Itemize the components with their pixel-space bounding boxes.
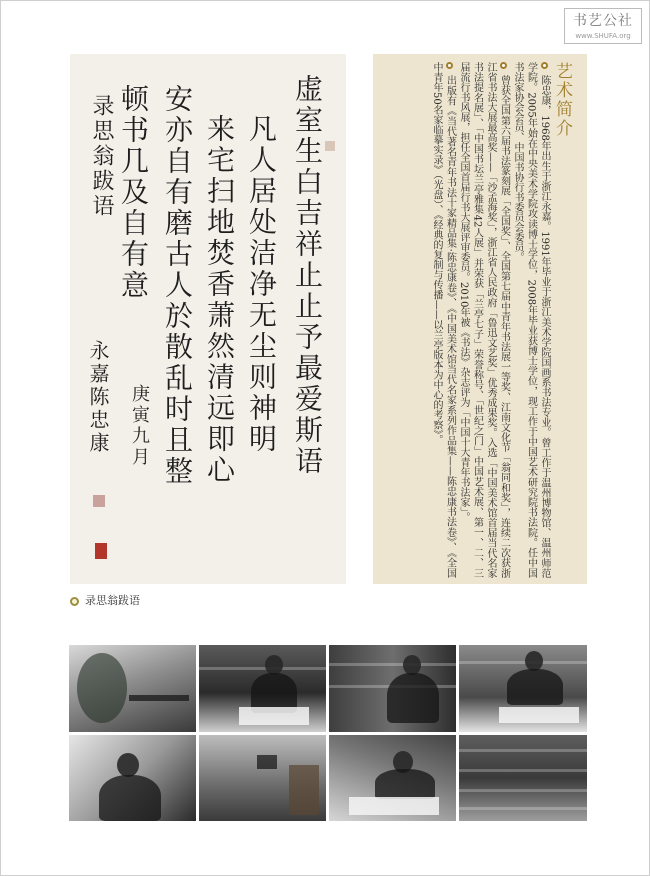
calligraphy-column-6: 录思翁跋语 — [89, 94, 114, 219]
calligraphy-column-1: 虚室生白吉祥止止予最爱斯语 — [291, 74, 324, 477]
paragraph-bullet-icon — [500, 62, 507, 69]
logo-name: 书艺公社 — [573, 13, 633, 29]
biography-paragraph-3: 出版有《当代著名青年书法十家精品集·陈忠康卷》、《中国美术馆当代名家系列作品集——陈忠康书法卷》、《全国中青年50名家临摹实录》（光盘）、《经典的复制与传播——以兰亭版本为中心的考察》。 — [431, 62, 456, 578]
artwork-caption — [70, 594, 140, 608]
biography-paragraph-2: 曾获全国第六届书法篆刻展「全国奖」、全国第七届中青年书法展一等奖、江南文化节「翁同和奖」，连续二次获浙江省书法大展最高奖——「沙孟海奖」，浙江省人民政府「鲁迅文艺奖」优秀成果奖。入选「中国美术馆首届当代名家书法提名展」、「中国书坛兰亭雅集42人展」并荣获「兰亭七子」荣誉称号、「世纪之门」中国艺术展、第一、二、三届流行书风展，担任全国首届行书大展评审委员。2010年被《书法》杂志评为「中国十大青年书法家」。 — [458, 62, 510, 578]
biography-panel — [373, 54, 587, 584]
biography-title: 艺术简介 — [552, 62, 572, 138]
photo-writing-close-up — [329, 735, 456, 821]
calligraphy-column-2: 凡人居处洁净无尘则神明 — [245, 114, 278, 455]
biography-paragraph-1: 陈忠康，1968年出生于浙江永嘉。1991年毕业于浙江美术学院国画系书法专业。曾工作于温州博物馆、温州师范学院。2005年始在中央美术学院攻读博士学位，2008年毕业获博士学位，现工作于中国艺术研究院书法院。任中国书法家协会会员、中国书协行书委员会委员。 — [512, 62, 550, 578]
photo-studio-chairs — [69, 645, 196, 732]
caption-bullet-icon — [70, 597, 79, 606]
calligraphy-signature: 永嘉陈忠康 — [86, 340, 110, 455]
paragraph-bullet-icon — [541, 62, 548, 69]
photo-portrait-armchair — [69, 735, 196, 821]
logo-url: www.SHUFA.org — [575, 32, 631, 40]
photo-reading-table — [459, 645, 587, 732]
calligraphy-column-3: 来宅扫地焚香萧然清远即心 — [203, 114, 236, 486]
photo-room-interior — [199, 735, 326, 821]
calligraphy-column-4: 安亦自有磨古人於散乱时且整 — [161, 84, 194, 487]
seal-stamp-lead — [324, 140, 336, 152]
calligraphy-column-5: 顿书几及自有意 — [117, 84, 150, 301]
site-logo — [564, 8, 642, 44]
calligraphy-artwork — [70, 54, 346, 584]
photo-writing-desk — [199, 645, 326, 732]
photo-library-shelves — [459, 735, 587, 821]
caption-text: 录思翁跋语 — [85, 594, 140, 607]
biography-text — [383, 62, 573, 578]
photo-bookshelf-seated — [329, 645, 456, 732]
photo-grid — [69, 645, 587, 821]
calligraphy-date: 庚寅九月 — [129, 384, 150, 468]
paragraph-bullet-icon — [446, 62, 453, 69]
seal-stamp-upper — [92, 494, 106, 508]
seal-stamp-lower — [94, 542, 108, 560]
